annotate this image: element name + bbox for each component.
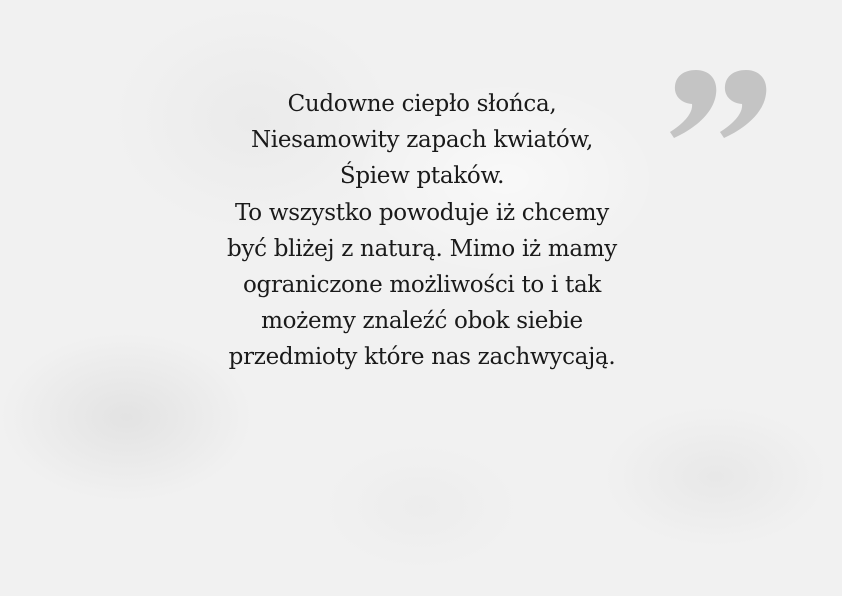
poem-line: przedmioty które nas zachwycają. [228, 344, 616, 371]
poem-text [172, 86, 672, 376]
poem-line: Niesamowity zapach kwiatów, [250, 127, 594, 154]
poem-line: Śpiew ptaków. [339, 163, 505, 190]
closing-quotation-mark-icon [666, 48, 776, 148]
poem-line: Cudowne ciepło słońca, [287, 91, 557, 117]
poem-line: To wszystko powoduje iż chcemy [235, 199, 609, 226]
poem-line: być bliżej z naturą. Mimo iż mamy [227, 235, 617, 262]
poem-line: ograniczone możliwości to i tak [242, 272, 602, 299]
poem-line: możemy znaleźć obok siebie [261, 308, 583, 335]
